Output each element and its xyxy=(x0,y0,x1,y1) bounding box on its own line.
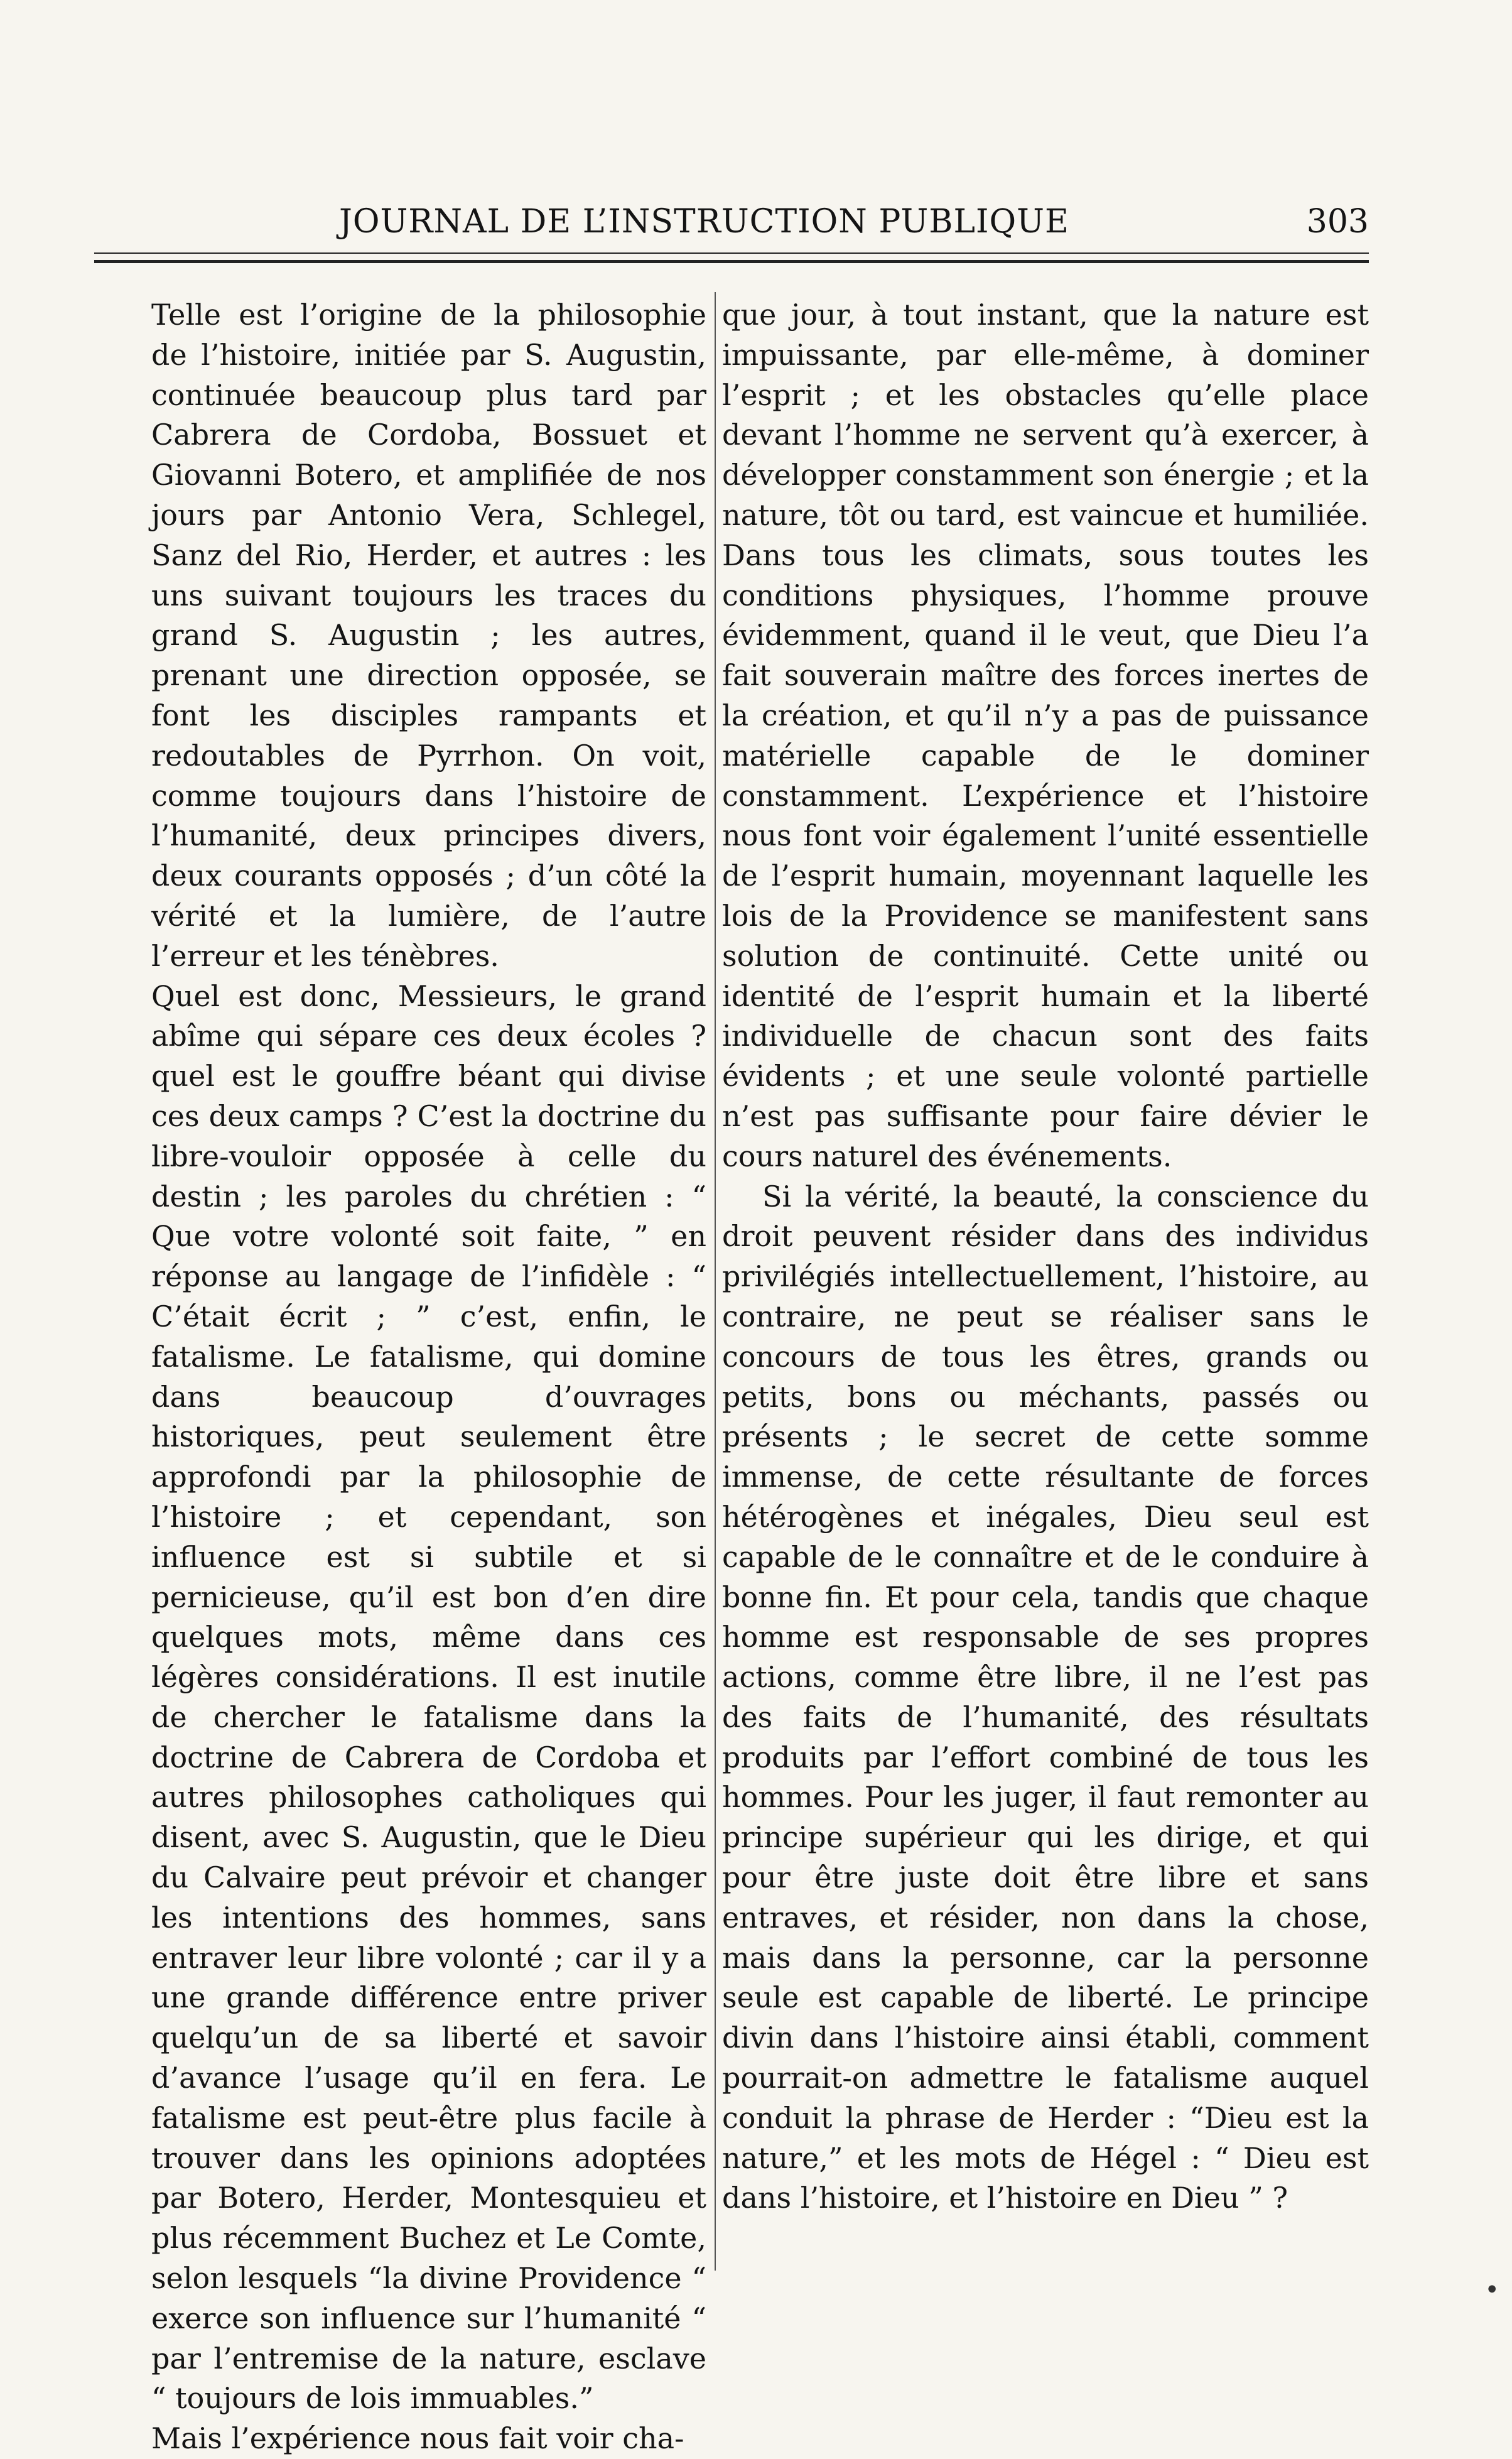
paragraph: Mais l’expérience nous fait voir cha- xyxy=(151,2421,684,2456)
running-header xyxy=(126,200,1369,244)
column-divider xyxy=(715,292,716,2271)
header-rule-thick xyxy=(94,260,1369,263)
header-rule-thin xyxy=(94,252,1369,254)
paragraph: Telle est l’origine de la philosophie de l’histoire, initiée par S. Augustin, continuée beaucoup plus tard par Cabrera de Cordoba, Bossuet et Giovanni Botero, et amplifiée de nos jours par Antonio Vera, Schlegel, Sanz del Rio, Herder, et autres : les uns suivant toujours les traces du grand S. Augustin ; les autres, prenant une direction opposée, se font les disciples rampants et redoutables de Pyrrhon. On voit, comme toujours dans l’histoire de l’humanité, deux principes divers, deux courants opposés ; d’un côté la vérité et la lumière, de l’autre l’erreur et les ténèbres. xyxy=(151,298,706,973)
paragraph: que jour, à tout instant, que la nature est impuissante, par elle-même, à dominer l’esprit ; et les obstacles qu’elle place devant l’homme ne servent qu’à exercer, à développer constamment son énergie ; et la nature, tôt ou tard, est vaincue et humiliée. Dans tous les climats, sous toutes les conditions physiques, l’homme prouve évidemment, quand il le veut, que Dieu l’a fait souverain maître des forces inertes de la création, et qu’il n’y a pas de puissance matérielle capable de le dominer constamment. L’expérience et l’histoire nous font voir également l’unité essentielle de l’esprit humain, moyennant laquelle les lois de la Providence se manifestent sans solution de continuité. Cette unité ou identité de l’esprit humain et la liberté individuelle de chacun sont des faits évidents ; et une seule volonté partielle n’est pas suffisante pour faire dévier le cours naturel des événements. xyxy=(722,298,1369,1173)
left-column-text xyxy=(91,295,706,2459)
right-column-text xyxy=(722,295,1369,2218)
paragraph: Quel est donc, Messieurs, le grand abîme qui sépare ces deux écoles ? quel est le gouffre béant qui divise ces deux camps ? C’est la doctrine du libre-vouloir opposée à celle du destin ; les paroles du chrétien : “ Que votre volonté soit faite, ” en réponse au langage de l’infidèle : “ C’était écrit ; ” c’est, enfin, le fatalisme. Le fatalisme, qui domine dans beaucoup d’ouvrages historiques, peut seulement être approfondi par la philosophie de l’histoire ; et cependant, son influence est si subtile et si pernicieuse, qu’il est bon d’en dire quelques mots, même dans ces légères considérations. Il est inutile de chercher le fatalisme dans la doctrine de Cabrera de Cordoba et autres philosophes catholiques qui disent, avec S. Augustin, que le Dieu du Calvaire peut prévoir et changer les intentions des hommes, sans entraver leur libre volonté ; car il y a une grande différence entre priver quelqu’un de sa liberté et savoir d’avance l’usage qu’il en fera. Le fatalisme est peut-être plus facile à trouver dans les opinions adoptées par Botero, Herder, Montesquieu et plus récemment Buchez et Le Comte, selon lesquels “la divine Providence “ exerce son influence sur l’humanité “ par l’entremise de la nature, esclave “ toujours de lois immuables.” xyxy=(151,979,706,2416)
paragraph: Si la vérité, la beauté, la conscience du droit peuvent résider dans des individus privilégiés intellectuellement, l’histoire, au contraire, ne peut se réaliser sans le concours de tous les êtres, grands ou petits, bons ou méchants, passés ou présents ; le secret de cette somme immense, de cette résultante de forces hétérogènes et inégales, Dieu seul est capable de le connaître et de le conduire à bonne fin. Et pour cela, tandis que chaque homme est responsable de ses propres actions, comme être libre, il ne l’est pas des faits de l’humanité, des résultats produits par l’effort combiné de tous les hommes. Pour les juger, il faut remonter au principe supérieur qui les dirige, et qui pour être juste doit être libre et sans entraves, et résider, non dans la chose, mais dans la personne, car la personne seule est capable de liberté. Le principe divin dans l’histoire ainsi établi, comment pourrait-on admettre le fatalisme auquel conduit la phrase de Herder : “Dieu est la nature,” et les mots de Hégel : “ Dieu est dans l’histoire, et l’histoire en Dieu ” ? xyxy=(722,1179,1369,2215)
page-number: 303 xyxy=(1306,203,1369,241)
journal-title: JOURNAL DE L’INSTRUCTION PUBLIQUE xyxy=(339,203,1069,241)
right-column xyxy=(722,295,1369,2286)
margin-mark: • xyxy=(1484,2276,1499,2304)
left-column xyxy=(91,295,706,2456)
